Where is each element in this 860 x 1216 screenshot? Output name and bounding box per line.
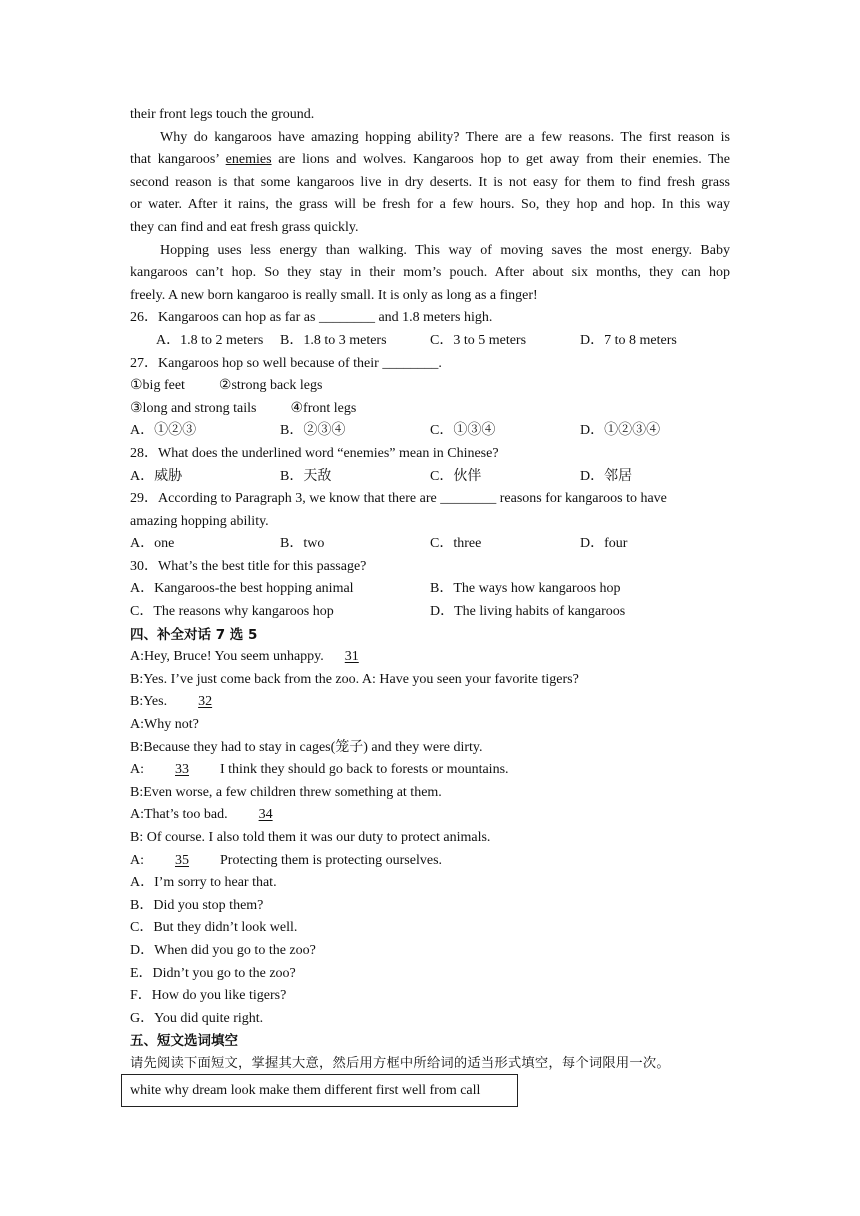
option-a: A．one <box>130 536 175 552</box>
option-c: C．three <box>430 536 482 552</box>
passage-line: they can find and eat fresh grass quickly. <box>130 219 359 235</box>
dialogue-line: B:Yes. I’ve just come back from the zoo. A: Have you seen your favorite tigers? <box>130 671 579 687</box>
question-26-stem: 26．Kangaroos can hop as far as ________ and 1.8 meters high. <box>130 310 493 326</box>
item-2: ②strong back legs <box>218 378 323 394</box>
word-box: white why dream look make them different first well from call <box>121 1074 518 1107</box>
option-b: B．two <box>280 536 325 552</box>
option-d: D．邻居 <box>580 468 633 484</box>
passage-line: freely. A new born kangaroo is really small. It is only as long as a finger! <box>130 287 538 303</box>
question-26-options <box>130 330 730 353</box>
question-27-items <box>130 398 730 421</box>
blank-35: 35 <box>175 852 189 868</box>
choice-c: C．But they didn’t look well. <box>130 920 298 936</box>
blank-32: 32 <box>198 694 213 710</box>
option-b: B．②③④ <box>280 423 346 439</box>
option-a: A．威胁 <box>130 468 183 484</box>
choice-d: D．When did you go to the zoo? <box>130 942 316 958</box>
question-28-options <box>130 466 730 489</box>
dialogue-line: A:Hey, Bruce! You seem unhappy. 31 <box>130 646 730 669</box>
question-29-stem: 29．According to Paragraph 3, we know that there are ________ reasons for kangaroos to have <box>130 491 667 507</box>
question-30-options <box>130 601 730 624</box>
option-c: C．The reasons why kangaroos hop <box>130 604 334 620</box>
item-1: ①big feet <box>130 378 185 394</box>
question-27-stem: 27．Kangaroos hop so well because of their ________. <box>130 355 442 371</box>
blank-31: 31 <box>344 649 359 665</box>
option-b: B．1.8 to 3 meters <box>280 332 387 348</box>
option-d: D．7 to 8 meters <box>580 332 677 348</box>
option-c: C．①③④ <box>430 423 496 439</box>
question-30-stem: 30．What’s the best title for this passage? <box>130 558 367 574</box>
dialogue-line: A:That’s too bad. 34 <box>130 804 730 827</box>
passage-line: that kangaroos’ enemies are lions and wolves. Kangaroos hop to get away from their enemies. The <box>130 152 731 168</box>
passage-line: Hopping uses less energy than walking. This way of moving saves the most energy. Baby <box>160 242 730 258</box>
item-4: ④front legs <box>290 400 357 416</box>
passage-line: second reason is that some kangaroos live in dry deserts. It is not easy for them to find fresh grass <box>130 174 730 190</box>
passage-line: or water. After it rains, the grass will be fresh for a few hours. So, they hop and hop. In this way <box>130 197 730 213</box>
choice-g: G．You did quite right. <box>130 1010 264 1026</box>
dialogue-line: B:Yes. 32 <box>130 691 730 714</box>
option-c: C．3 to 5 meters <box>430 332 527 348</box>
passage-line: Why do kangaroos have amazing hopping ability? There are a few reasons. The first reason is <box>160 129 730 145</box>
passage-line: their front legs touch the ground. <box>130 107 315 122</box>
dialogue-line: A: 33 I think they should go back to forests or mountains. <box>130 759 730 782</box>
choice-f: F．How do you like tigers? <box>130 988 287 1004</box>
question-27-options <box>130 420 730 443</box>
option-d: D．four <box>580 536 628 552</box>
option-a: A．Kangaroos-the best hopping animal <box>130 581 354 597</box>
dialogue-line: B:Even worse, a few children threw something at them. <box>130 784 442 800</box>
item-3: ③long and strong tails <box>130 400 257 416</box>
section-4-heading: 四、补全对话 7 选 5 <box>130 626 258 643</box>
underlined-word-enemies: enemies <box>225 152 272 168</box>
question-27-items <box>130 375 730 398</box>
option-a: A．1.8 to 2 meters <box>156 332 264 348</box>
dialogue-line: A: 35 Protecting them is protecting ourselves. <box>130 850 730 873</box>
question-30-options <box>130 578 730 601</box>
option-d: D．The living habits of kangaroos <box>430 604 626 620</box>
option-c: C．伙伴 <box>430 468 482 484</box>
dialogue-line: B: Of course. I also told them it was our duty to protect animals. <box>130 830 491 845</box>
choice-e: E．Didn’t you go to the zoo? <box>130 965 296 981</box>
option-d: D．①②③④ <box>580 423 661 439</box>
blank-34: 34 <box>258 807 273 823</box>
exam-page <box>130 104 730 1076</box>
option-b: B．The ways how kangaroos hop <box>430 581 621 597</box>
dialogue-line: B:Because they had to stay in cages(笼子) and they were dirty. <box>130 739 483 755</box>
question-29-options <box>130 533 730 556</box>
passage-line: kangaroos can’t hop. So they stay in their mom’s pouch. After about six months, they can hop <box>130 265 730 281</box>
option-b: B．天敌 <box>280 468 332 484</box>
question-29-stem-cont: amazing hopping ability. <box>130 513 269 529</box>
blank-33: 33 <box>175 762 189 778</box>
dialogue-line: A:Why not? <box>130 717 199 733</box>
choice-a: A．I’m sorry to hear that. <box>130 875 277 891</box>
option-a: A．①②③ <box>130 423 197 439</box>
section-5-instruction: 请先阅读下面短文，掌握其大意，然后用方框中所给词的适当形式填空，每个词限用一次。 <box>130 1055 670 1071</box>
section-5-heading: 五、短文选词填空 <box>130 1033 238 1050</box>
question-28-stem: 28．What does the underlined word “enemies” mean in Chinese? <box>130 445 499 461</box>
choice-b: B．Did you stop them? <box>130 897 264 913</box>
